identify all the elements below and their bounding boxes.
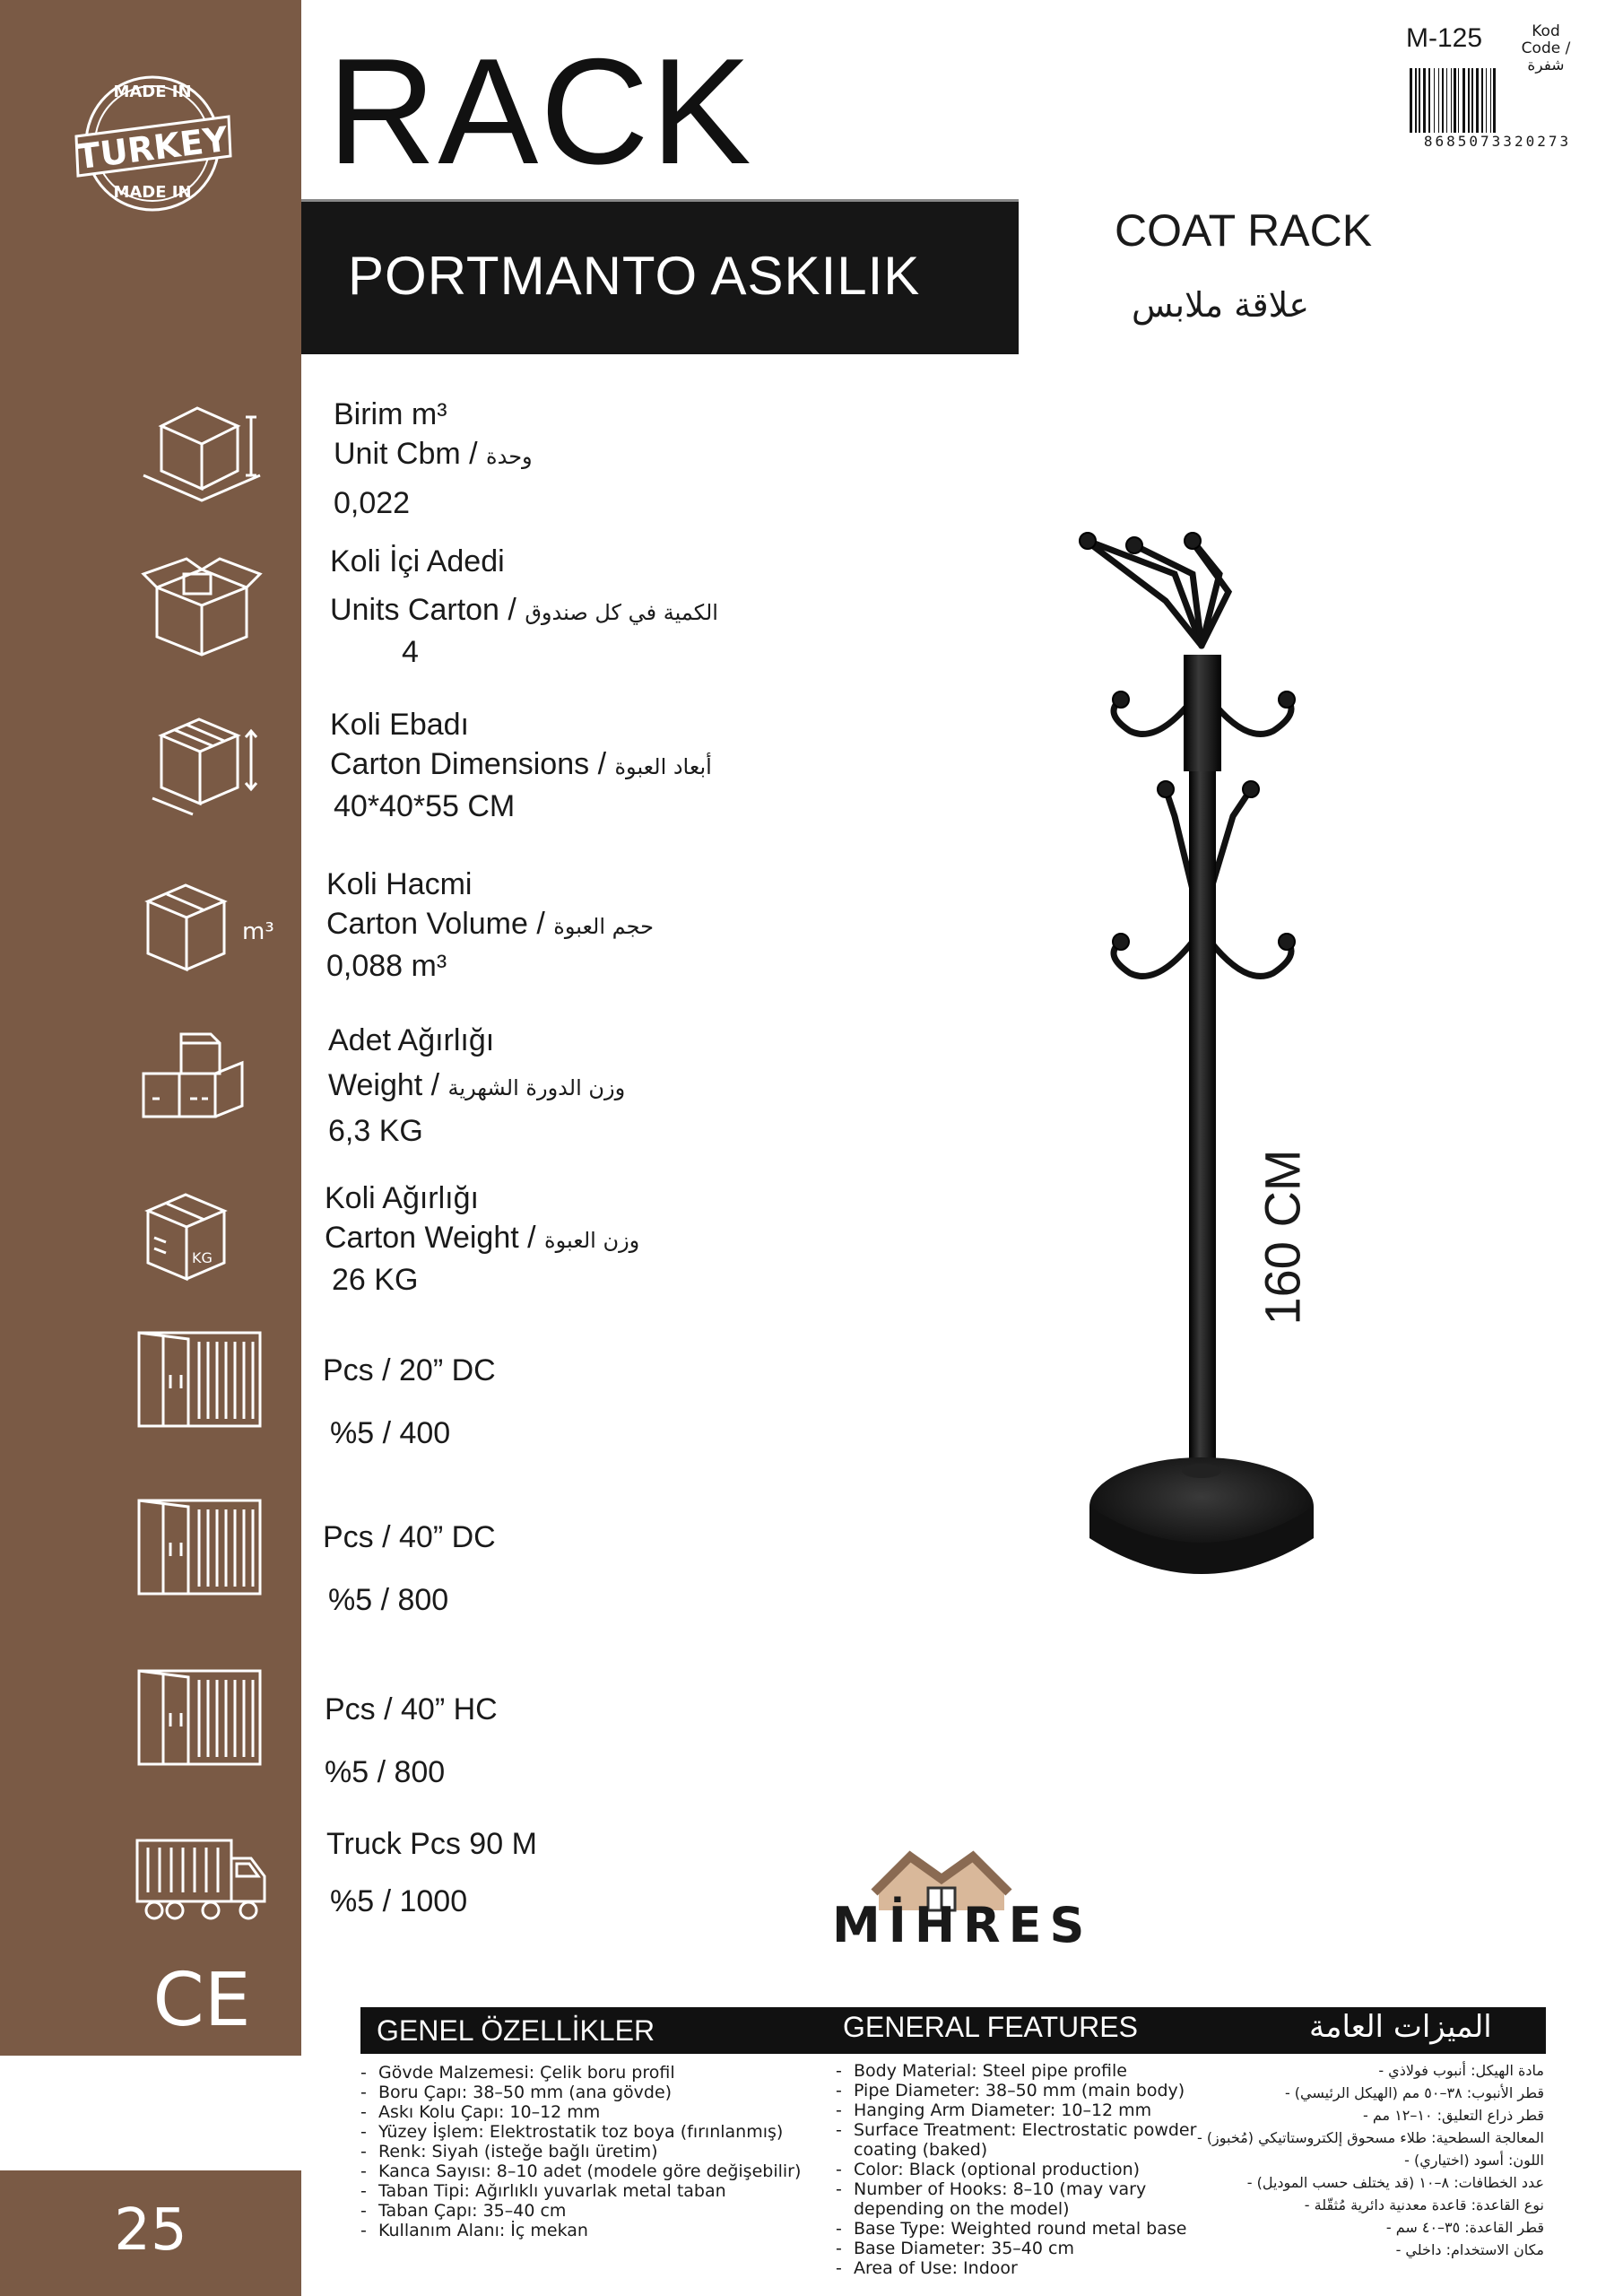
spec-label-tr: Adet Ağırlığı [328,1023,495,1057]
badge-bottom-text: MADE IN [113,183,192,202]
carton-dimensions-icon [135,709,269,816]
shipping-label: Pcs / 40” HC [325,1692,498,1726]
spec-units-carton [330,542,718,672]
spec-unit-cbm [334,395,533,523]
barcode-bar [1438,68,1439,133]
barcode-bar [1493,68,1496,133]
barcode-bar [1476,68,1479,133]
spec-label-ar: حجم العبوة [553,914,654,939]
ce-mark-icon [135,1946,269,2054]
features-list-tr [360,2063,827,2240]
feature-item: اللون: أسود (اختياري) - [1193,2149,1544,2171]
coat-rack-illustration [1031,520,1372,1641]
barcode-bar [1451,68,1452,133]
container-40-icon [135,1493,269,1601]
height-dimension [1246,1130,1309,1327]
truck-icon [135,1821,269,1928]
spec-label-ar: أبعاد العبوة [614,754,712,779]
product-name-ar: علاقة ملابس [1132,285,1310,325]
shipping-40hc [325,1690,498,1792]
product-name-en: COAT RACK [1115,205,1373,256]
spec-label-en: Units Carton / [330,593,525,627]
feature-item: عدد الخطافات: ٨–١٠ (قد يختلف حسب الموديل) - [1193,2171,1544,2194]
spec-carton-weight [325,1178,639,1300]
spec-value: 0,022 [334,486,411,520]
barcode-bar [1471,68,1473,133]
badge-top-text: MADE IN [113,83,192,101]
barcode-bar [1486,68,1487,133]
feature-item: - Body Material: Steel pipe profile [836,2061,1212,2081]
feature-item: - Base Type: Weighted round metal base [836,2219,1212,2239]
barcode-bar [1415,68,1417,133]
barcode-bar [1490,68,1491,133]
barcode-bar [1458,68,1459,133]
shipping-value: %5 / 1000 [330,1884,468,1918]
barcode-bar [1434,68,1435,133]
spec-value: 4 [402,635,419,669]
feature-item: - Number of Hooks: 8–10 (may vary depending on the model) [836,2179,1212,2219]
barcode-bar [1410,68,1412,133]
feature-item: - Taban Tipi: Ağırlıklı yuvarlak metal taban [360,2181,827,2201]
spec-label-ar: الكمية في كل صندوق [525,600,718,625]
barcode-bar [1428,68,1430,133]
product-name-band [301,202,1019,354]
shipping-label: Pcs / 20” DC [323,1353,496,1387]
product-name-tr: PORTMANTO ASKILIK [348,246,921,306]
shipping-value: %5 / 800 [328,1583,449,1617]
spec-value: 6,3 KG [328,1114,423,1148]
kg-label: KG [192,1249,213,1266]
feature-item: - Kanca Sayısı: 8–10 adet (modele göre değişebilir) [360,2161,827,2181]
feature-item: - Yüzey İşlem: Elektrostatik toz boya (fırınlanmış) [360,2122,827,2142]
product-code-label [1506,23,1585,74]
container-40hc-icon [135,1664,269,1771]
features-title-tr: GENEL ÖZELLİKLER [377,2014,655,2047]
feature-item: - Askı Kolu Çapı: 10–12 mm [360,2102,827,2122]
carton-weight-icon [135,1184,269,1292]
feature-item: - Surface Treatment: Electrostatic powder coating (baked) [836,2120,1212,2160]
page-number: 25 [114,2197,187,2264]
product-title: RACK [327,27,753,196]
made-in-turkey-badge [54,54,251,233]
barcode-bar [1423,68,1426,133]
spec-label-en: Carton Weight / [325,1221,545,1255]
barcode-bar [1462,68,1465,133]
feature-item: - Taban Çapı: 35–40 cm [360,2201,827,2221]
code-label-line-2: Code / شفرة [1521,39,1571,74]
carton-volume-icon [135,874,274,982]
feature-item: - Kullanım Alanı: İç mekan [360,2221,827,2240]
spec-value: 40*40*55 CM [334,789,516,823]
spec-value: 0,088 m³ [326,949,447,983]
container-20-icon [135,1326,269,1433]
code-label-line-1: Kod [1532,22,1560,40]
features-list-en [836,2061,1212,2278]
shipping-label: Pcs / 40” DC [323,1520,496,1554]
barcode-bar [1481,68,1483,133]
features-title-ar: الميزات العامة [1309,2009,1492,2045]
barcode-bar [1442,68,1444,133]
feature-item: نوع القاعدة: قاعدة معدنية دائرية مُثقّلة - [1193,2194,1544,2216]
feature-item: مادة الهيكل: أنبوب فولاذي - [1193,2059,1544,2082]
feature-item: - Pipe Diameter: 38–50 mm (main body) [836,2081,1212,2100]
open-box-icon [135,552,269,659]
spec-label-tr: Birim m³ [334,397,447,431]
ce-mark-text: CE [152,1958,251,2043]
barcode-bar [1419,68,1420,133]
spec-label-tr: Koli Ağırlığı [325,1181,479,1215]
spec-label-en: Unit Cbm / [334,437,487,471]
unit-cbm-box-icon [135,395,269,502]
feature-item: مكان الاستخدام: داخلي - [1193,2239,1544,2261]
shipping-truck [326,1824,537,1921]
feature-item: - Base Diameter: 35–40 cm [836,2239,1212,2258]
spec-label-en: Carton Dimensions / [330,747,615,781]
spec-label-en: Weight / [328,1068,448,1102]
spec-label-ar: وحدة [486,444,533,469]
shipping-value: %5 / 800 [325,1755,446,1789]
feature-item: - Boru Çapı: 38–50 mm (ana gövde) [360,2083,827,2102]
feature-item: - Color: Black (optional production) [836,2160,1212,2179]
spec-value: 26 KG [332,1263,419,1297]
spec-label-tr: Koli Ebadı [330,708,469,742]
features-title-en: GENERAL FEATURES [843,2011,1138,2043]
spec-label-tr: Koli Hacmi [326,867,473,901]
barcode-number: 8685073320273 [1423,133,1572,150]
shipping-label: Truck Pcs 90 M [326,1827,537,1861]
feature-item: المعالجة السطحية: طلاء مسحوق إلكتروستاتيكي (مُخبوز) - [1193,2126,1544,2149]
m3-label: m³ [242,918,274,945]
shipping-40dc [323,1518,496,1620]
spec-unit-weight [328,1021,625,1151]
spec-label-tr: Koli İçi Adedi [330,544,505,578]
feature-item: - Gövde Malzemesi: Çelik boru profil [360,2063,827,2083]
feature-item: - Renk: Siyah (isteğe bağlı üretim) [360,2142,827,2161]
height-label: 160 CM [1254,1149,1311,1326]
brand-name: MİHRES [832,1897,1093,1953]
spec-label-ar: وزن الدورة الشهرية [447,1075,626,1100]
barcode [1408,68,1587,133]
barcode-bar [1468,68,1470,133]
feature-item: قطر القاعدة: ٣٥–٤٠ سم - [1193,2216,1544,2239]
shipping-value: %5 / 400 [330,1416,451,1450]
stacked-boxes-icon [135,1027,269,1135]
features-list-ar [1193,2059,1544,2261]
spec-label-en: Carton Volume / [326,907,554,941]
spec-carton-volume [326,865,654,986]
barcode-bar [1446,68,1447,133]
spec-carton-dimensions [330,705,712,826]
feature-item: قطر الأنبوب: ٣٨–٥٠ مم (الهيكل الرئيسي) - [1193,2082,1544,2104]
feature-item: - Area of Use: Indoor [836,2258,1212,2278]
feature-item: قطر ذراع التعليق: ١٠–١٢ مم - [1193,2104,1544,2126]
feature-item: - Hanging Arm Diameter: 10–12 mm [836,2100,1212,2120]
spec-label-ar: وزن العبوة [544,1228,640,1253]
shipping-20dc [323,1351,496,1453]
badge-main-text: TURKEY [74,118,230,178]
barcode-bar [1454,68,1456,133]
product-code: M-125 [1406,23,1483,53]
